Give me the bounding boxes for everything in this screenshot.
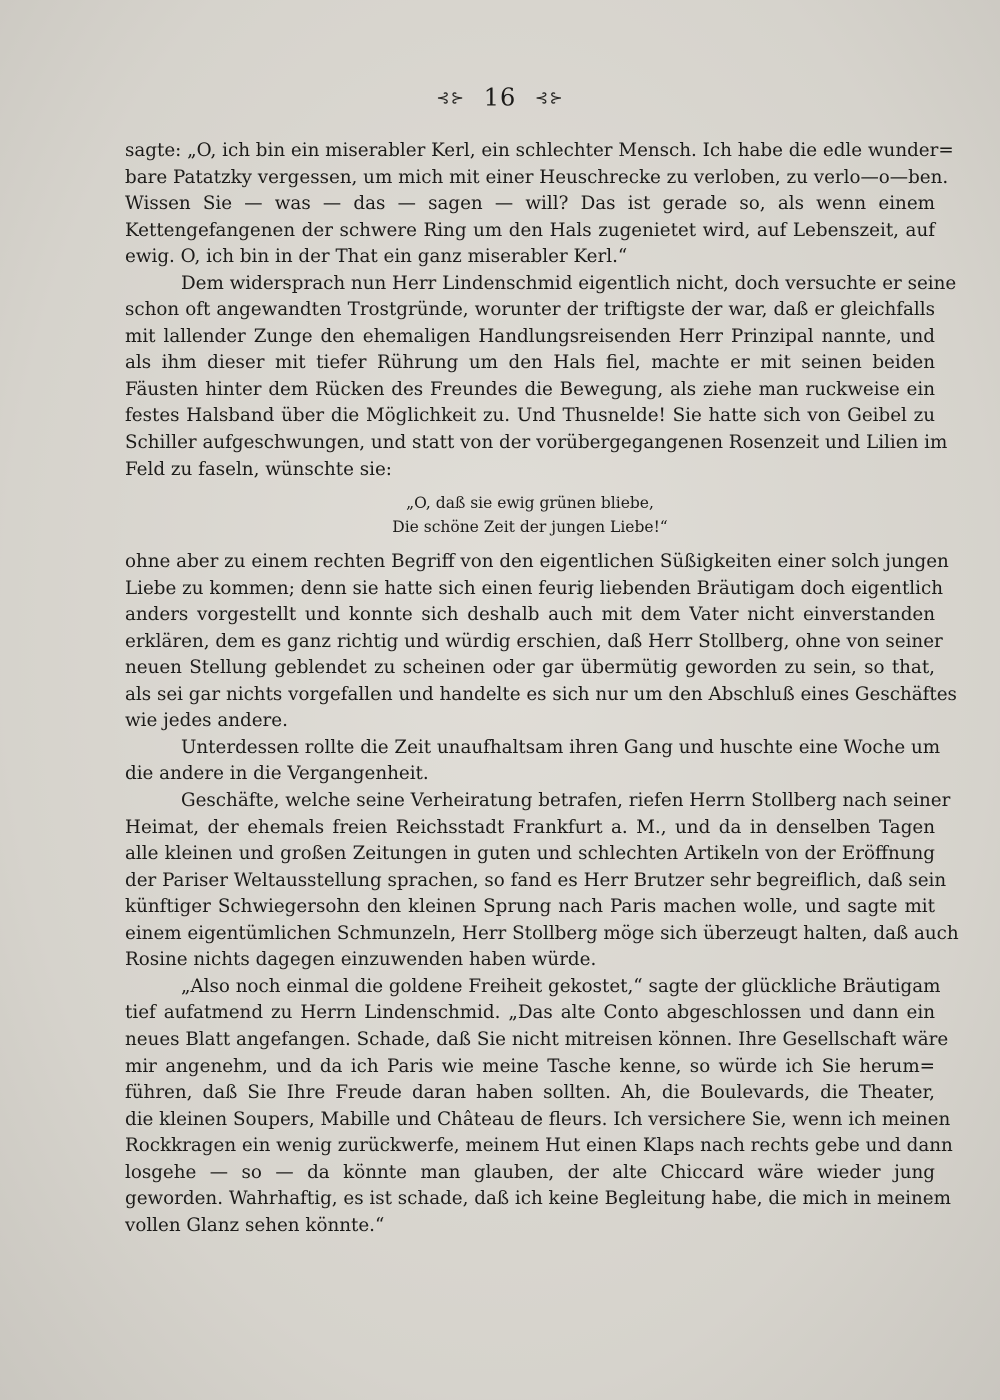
text-line: Wissen Sie — was — das — sagen — will? Das ist gerade so, als wenn einem [125,193,935,215]
text-line: Rockkragen ein wenig zurückwerfe, meinem Hut einen Klaps nach rechts gebe und dann [125,1135,953,1157]
text-line: mir angenehm, und da ich Paris wie meine Tasche kenne, so würde ich Sie herum= [125,1055,935,1077]
text-line: vollen Glanz sehen könnte.“ [125,1214,385,1236]
text-line: künftiger Schwiegersohn den kleinen Sprung nach Paris machen wolle, und sagte mit [125,896,935,918]
text-line: erklären, dem es ganz richtig und würdig erschien, daß Herr Stollberg, ohne von seiner [125,630,943,652]
paragraph [125,549,957,735]
text-line: Unterdessen rollte die Zeit unaufhaltsam ihren Gang und huschte eine Woche um [181,736,941,758]
paragraph [125,788,959,974]
text-part-before-quote [125,138,957,483]
text-part-after-quote [125,549,959,1239]
text-line: der Pariser Weltausstellung sprachen, so fand es Herr Brutzer sehr begreiflich, daß sein [125,869,947,891]
text-line: geworden. Wahrhaftig, es ist schade, daß ich keine Begleitung habe, die mich in meinem [125,1188,951,1210]
text-line: die andere in die Vergangenheit. [125,763,429,785]
page-header [0,82,1000,112]
text-line: ewig. O, ich bin in der That ein ganz miserabler Kerl.“ [125,246,628,268]
text-line: Fäusten hinter dem Rücken des Freundes die Bewegung, als ziehe man ruckweise ein [125,378,935,400]
paragraph [125,735,941,788]
verse-line: Die schöne Zeit der jungen Liebe!“ [392,518,668,537]
text-line: mit lallender Zunge den ehemaligen Handlungsreisenden Herr Prinzipal nannte, und [125,325,935,347]
paragraph [125,271,957,483]
paragraph [125,138,954,271]
text-line: neues Blatt angefangen. Schade, daß Sie nicht mitreisen können. Ihre Gesellschaft wäre [125,1028,949,1050]
text-line: die kleinen Soupers, Mabille und Château de fleurs. Ich versichere Sie, wenn ich meinen [125,1108,951,1130]
paragraph [125,974,953,1239]
text-line: einem eigentümlichen Schmunzeln, Herr Stollberg möge sich überzeugt halten, daß auch [125,922,959,944]
text-line: Kettengefangenen der schwere Ring um den Hals zugenietet wird, auf Lebenszeit, auf [125,219,935,241]
text-line: schon oft angewandten Trostgründe, worunter der triftigste der war, daß er gleichfalls [125,299,935,321]
text-line: losgehe — so — da könnte man glauben, der alte Chiccard wäre wieder jung [125,1161,935,1183]
text-line: bare Patatzky vergessen, um mich mit einer Heuschrecke zu verloben, zu verlo—o—ben. [125,166,949,188]
text-line: neuen Stellung geblendet zu scheinen oder gar übermütig geworden zu sein, so that, [125,657,935,679]
ornament-right-icon: ⊰⊱ [534,88,564,107]
text-line: ohne aber zu einem rechten Begriff von den eigentlichen Süßigkeiten einer solch jungen [125,551,949,573]
text-line: „Also noch einmal die goldene Freiheit gekostet,“ sagte der glückliche Bräutigam [181,975,941,997]
text-line: Feld zu faseln, wünschte sie: [125,458,392,480]
text-line: tief aufatmend zu Herrn Lindenschmid. „Das alte Conto abgeschlossen und dann ein [125,1002,935,1024]
page-number: 16 [483,83,517,112]
text-line: als sei gar nichts vorgefallen und handelte es sich nur um den Abschluß eines Geschäftes [125,683,957,705]
text-line: Heimat, der ehemals freien Reichsstadt Frankfurt a. M., und da in denselben Tagen [125,816,935,838]
text-line: als ihm dieser mit tiefer Rührung um den Hals fiel, machte er mit seinen beiden [125,352,935,374]
text-line: Dem widersprach nun Herr Lindenschmid eigentlich nicht, doch versuchte er seine [181,272,957,294]
verse-quote [125,491,935,539]
ornament-left-icon: ⊰⊱ [436,88,466,107]
text-line: anders vorgestellt und konnte sich deshalb auch mit dem Vater nicht einverstanden [125,604,935,626]
text-line: sagte: „O, ich bin ein miserabler Kerl, ein schlechter Mensch. Ich habe die edle wunder= [125,140,954,161]
text-line: Schiller aufgeschwungen, und statt von der vorübergegangenen Rosenzeit und Lilien im [125,432,948,454]
verse-line: „O, daß sie ewig grünen bliebe, [406,494,654,513]
text-line: führen, daß Sie Ihre Freude daran haben sollten. Ah, die Boulevards, die Theater, [125,1082,935,1104]
text-line: alle kleinen und großen Zeitungen in guten und schlechten Artikeln von der Eröffnung [125,843,935,865]
text-line: Geschäfte, welche seine Verheiratung betrafen, riefen Herrn Stollberg nach seiner [181,790,951,812]
text-line: Rosine nichts dagegen einzuwenden haben würde. [125,949,597,971]
text-line: wie jedes andere. [125,710,288,732]
text-line: Liebe zu kommen; denn sie hatte sich einen feurig liebenden Bräutigam doch eigentlich [125,577,944,599]
body-text [125,138,959,1239]
text-line: festes Halsband über die Möglichkeit zu. Und Thusnelde! Sie hatte sich von Geibel zu [125,405,935,427]
